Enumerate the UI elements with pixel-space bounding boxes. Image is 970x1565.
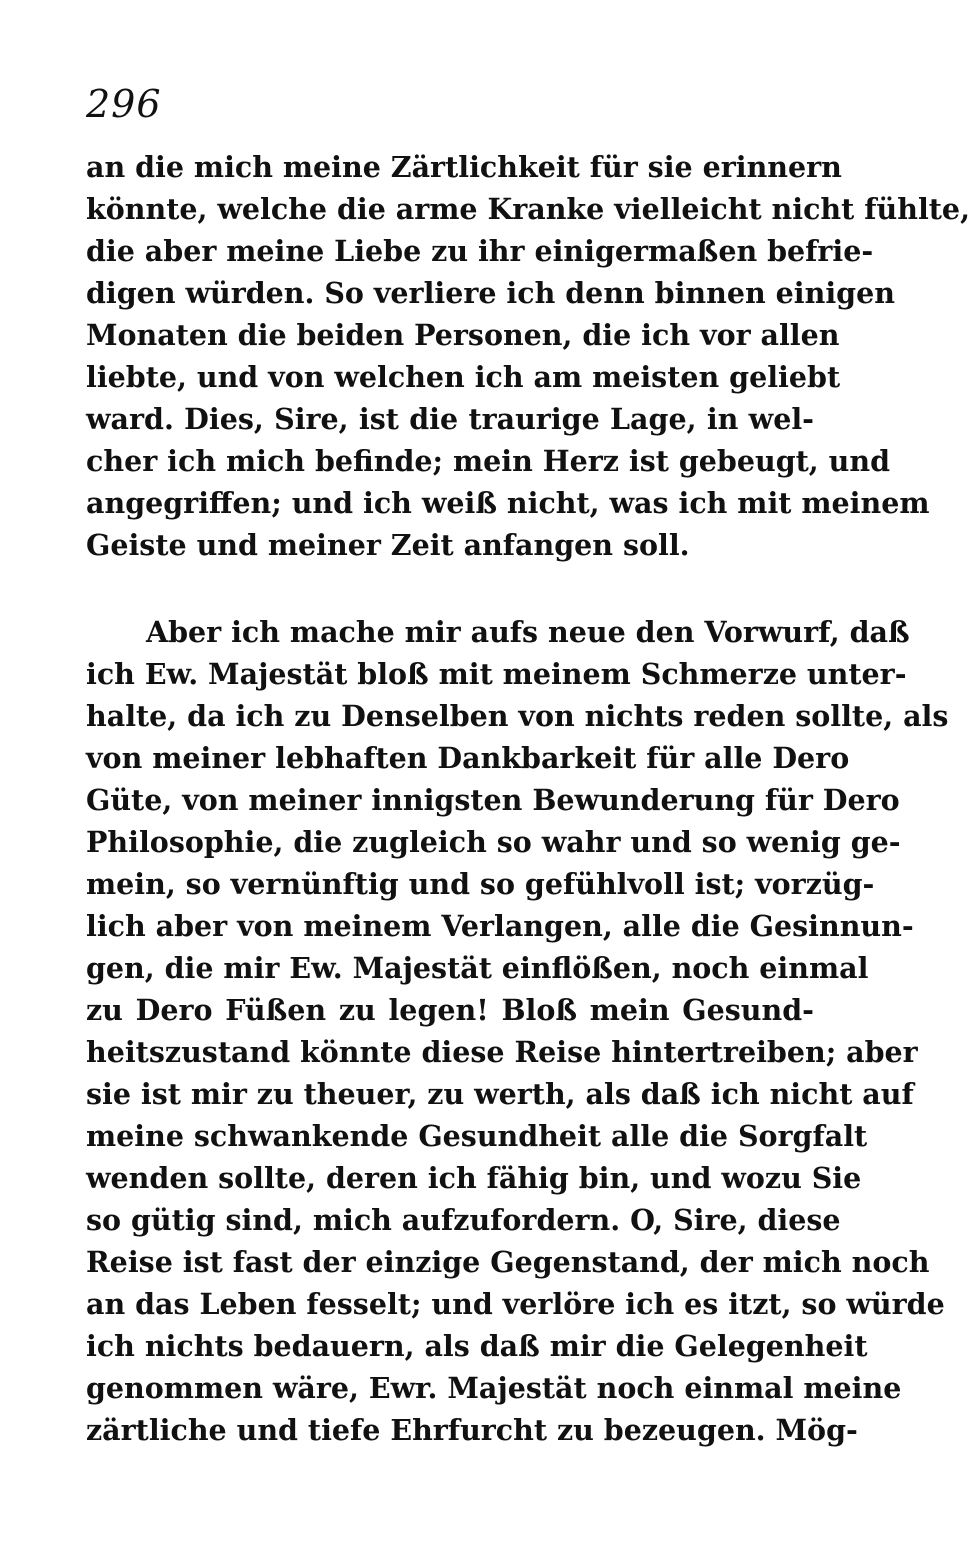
text-line: gen, die mir Ew. Majestät einflößen, noch einmal	[86, 951, 869, 985]
text-line: die aber meine Liebe zu ihr einigermaßen befrie-	[86, 234, 874, 268]
text-line: Reise ist fast der einzige Gegenstand, der mich noch	[86, 1245, 930, 1279]
text-line: sie ist mir zu theuer, zu werth, als daß ich nicht auf	[86, 1077, 914, 1111]
text-line: zu Dero Füßen zu legen! Bloß mein Gesund-	[86, 993, 814, 1027]
text-line: an das Leben fesselt; und verlöre ich es itzt, so würde	[86, 1287, 945, 1321]
paragraph-2	[86, 611, 949, 1451]
text-line: heitszustand könnte diese Reise hintertreiben; aber	[86, 1035, 918, 1069]
text-line: halte, da ich zu Denselben von nichts reden sollte, als	[86, 699, 949, 733]
text-line: Monaten die beiden Personen, die ich vor allen	[86, 318, 840, 352]
text-line: so gütig sind, mich aufzufordern. O, Sire, diese	[86, 1203, 841, 1237]
text-line: zärtliche und tiefe Ehrfurcht zu bezeugen. Mög-	[86, 1413, 858, 1447]
text-line: wenden sollte, deren ich fähig bin, und wozu Sie	[86, 1161, 862, 1195]
text-line: Philosophie, die zugleich so wahr und so wenig ge-	[86, 825, 901, 859]
text-line: digen würden. So verliere ich denn binnen einigen	[86, 276, 895, 310]
text-line: Güte, von meiner innigsten Bewunderung für Dero	[86, 783, 900, 817]
text-line: ich Ew. Majestät bloß mit meinem Schmerze unter-	[86, 657, 907, 691]
text-line: angegriffen; und ich weiß nicht, was ich mit meinem	[86, 486, 930, 520]
text-line: liebte, und von welchen ich am meisten geliebt	[86, 360, 841, 394]
text-line: cher ich mich befinde; mein Herz ist gebeugt, und	[86, 444, 890, 478]
text-line: Aber ich mache mir aufs neue den Vorwurf, daß	[146, 615, 910, 649]
text-line: könnte, welche die arme Kranke vielleicht nicht fühlte,	[86, 192, 970, 226]
text-line: meine schwankende Gesundheit alle die Sorgfalt	[86, 1119, 868, 1153]
paragraph-1	[86, 146, 970, 566]
text-line: genommen wäre, Ewr. Majestät noch einmal meine	[86, 1371, 902, 1405]
text-line: von meiner lebhaften Dankbarkeit für alle Dero	[86, 741, 850, 775]
text-line: ich nichts bedauern, als daß mir die Gelegenheit	[86, 1329, 868, 1363]
text-line: lich aber von meinem Verlangen, alle die Gesinnun-	[86, 909, 914, 943]
text-line: ward. Dies, Sire, ist die traurige Lage, in wel-	[86, 402, 814, 436]
text-line: Geiste und meiner Zeit anfangen soll.	[86, 528, 690, 562]
text-line: mein, so vernünftig und so gefühlvoll ist; vorzüg-	[86, 867, 875, 901]
page-number: 296	[86, 82, 162, 126]
text-line: an die mich meine Zärtlichkeit für sie erinnern	[86, 150, 842, 184]
